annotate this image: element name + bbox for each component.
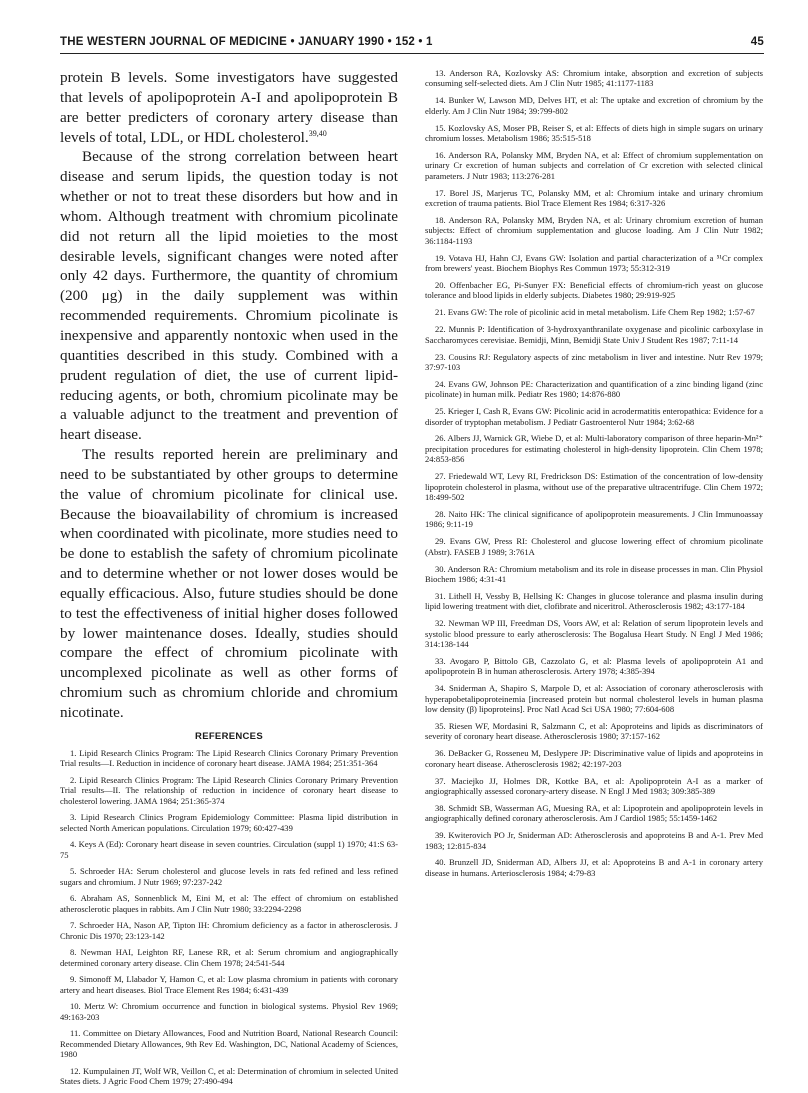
header-rule <box>60 53 764 54</box>
reference-entry: 35. Riesen WF, Mordasini R, Salzmann C, et al: Apoproteins and lipids as discriminators of severity of coronary heart disease. Atherosclerosis 1980; 37:157-162 <box>425 720 763 742</box>
reference-entry: 38. Schmidt SB, Wasserman AG, Muesing RA, et al: Lipoprotein and apolipoprotein levels in angiographically defined coronary atherosclerosis. Am J Cardiol 1985; 55:1459-1462 <box>425 802 763 824</box>
reference-entry: 8. Newman HAI, Leighton RF, Lanese RR, et al: Serum chromium and angiographically determined coronary artery disease. Clin Chem 1978; 24:541-544 <box>60 947 398 968</box>
reference-entry: 15. Kozlovsky AS, Moser PB, Reiser S, et al: Effects of diets high in simple sugars on urinary chromium losses. Metabolism 1986; 35:515-518 <box>425 122 763 144</box>
reference-entry: 40. Brunzell JD, Sniderman AD, Albers JJ, et al: Apoproteins B and A-1 in coronary artery disease in humans. Arteriosclerosis 1984; 4:79-83 <box>425 857 763 878</box>
reference-entry: 29. Evans GW, Press RI: Cholesterol and glucose lowering effect of chromium picolinate (Abstr). FASEB J 1989; 3:761A <box>425 536 763 557</box>
body-paragraph: protein B levels. Some investigators have suggested that levels of apolipoprotein A-I and apolipoprotein B are better predicters of coronary artery disease than levels of total, LDL, or HDL cholesterol.$^{39,40}$ <box>60 69 398 146</box>
body-paragraph: The results reported herein are preliminary and need to be substantiated by other groups to determine the value of chromium picolinate for clinical use. Because the bioavailability of chromium is increased when coordinated with picolinate, more studies need to be done to establish the safety of chromium picolinate and to determine whether or not lower doses would be equally efficacious. Also, future studies should be done to test the effectiveness of initial higher doses followed by lower maintenance doses. Ideally, studies should compare the effect of chromium picolinate with uncomplexed picolinate as well as other forms of chromium such as chromium chloride and chromium nicotinate. <box>60 446 398 721</box>
reference-entry: 17. Borel JS, Marjerus TC, Polansky MM, et al: Chromium intake and urinary chromium excretion of trauma patients. Biol Trace Element Res 1984; 6:317-326 <box>425 187 763 209</box>
reference-entry: 5. Schroeder HA: Serum cholesterol and glucose levels in rats fed refined and less refined sugars and chromium. J Nutr 1969; 97:237-242 <box>60 866 398 887</box>
references-heading: REFERENCES <box>195 730 263 742</box>
reference-entry: 23. Cousins RJ: Regulatory aspects of zinc metabolism in liver and intestine. Nutr Rev 1979; 37:97-103 <box>425 351 763 372</box>
journal-citation-line: THE WESTERN JOURNAL OF MEDICINE • JANUARY 1990 • 152 • 1 <box>60 36 433 48</box>
citation-superscript: 39,40 <box>308 128 327 138</box>
reference-entry: 6. Abraham AS, Sonnenblick M, Eini M, et al: The effect of chromium on established atherosclerotic plaques in rabbits. Am J Clin Nutr 1980; 33:2294-2298 <box>60 893 398 914</box>
reference-entry: 19. Votava HJ, Hahn CJ, Evans GW: Isolation and partial characterization of a ⁵¹Cr complex from brewers' yeast. Biochem Biophys Res Commun 1973; 55:312-319 <box>425 252 763 274</box>
reference-entry: 26. Albers JJ, Warnick GR, Wiebe D, et al: Multi-laboratory comparison of three heparin-Mn²⁺ precipitation procedures for estimating cholesterol in high-density lipoprotein. Clin Chem 1978; 24:853-856 <box>425 433 763 465</box>
reference-entry: 10. Mertz W: Chromium occurrence and function in biological systems. Physiol Rev 1969; 49:163-203 <box>60 1001 398 1022</box>
reference-entry: 34. Sniderman A, Shapiro S, Marpole D, et al: Association of coronary atherosclerosis with hyperapobetalipoproteinemia [increased protein but normal cholesterol levels in human plasma low density (β) lipoproteins]. Proc Natl Acad Sci USA 1980; 77:604-608 <box>425 683 763 714</box>
reference-entry: 28. Naito HK: The clinical significance of apolipoprotein measurements. J Clin Immunoassay 1986; 9:11-19 <box>425 508 763 530</box>
reference-entry: 9. Simonoff M, Llabador Y, Hamon C, et al: Low plasma chromium in patients with coronary artery and heart diseases. Biol Trace Element Res 1984; 6:431-439 <box>60 974 398 995</box>
right-column <box>425 68 763 885</box>
reference-entry: 21. Evans GW: The role of picolinic acid in metal metabolism. Life Chem Rep 1982; 1:57-67 <box>435 307 755 318</box>
reference-entry: 4. Keys A (Ed): Coronary heart disease in seven countries. Circulation (suppl 1) 1970; 41:S 63-75 <box>60 839 398 860</box>
reference-entry: 18. Anderson RA, Polansky MM, Bryden NA, et al: Urinary chromium excretion of human subjects: Effect of chromium supplementation and glucose loading. Am J Clin Nutr 1982; 36:1184-1193 <box>425 214 763 246</box>
reference-entry: 30. Anderson RA: Chromium metabolism and its role in disease processes in man. Clin Physiol Biochem 1986; 4:31-41 <box>425 563 763 584</box>
reference-entry: 16. Anderson RA, Polansky MM, Bryden NA, et al: Effect of chromium supplementation on urinary Cr excretion of human subjects and correlation of Cr excretion with selected clinical parameters. J Nutr 1983; 113:276-281 <box>425 149 763 181</box>
reference-entry: 20. Offenbacher EG, Pi-Sunyer FX: Beneficial effects of chromium-rich yeast on glucose tolerance and blood lipids in elderly subjects. Diabetes 1980; 29:919-925 <box>425 280 763 301</box>
reference-entry: 7. Schroeder HA, Nason AP, Tipton IH: Chromium deficiency as a factor in atherosclerosis. J Chronic Dis 1970; 23:123-142 <box>60 920 398 941</box>
reference-entry: 22. Munnis P: Identification of 3-hydroxyanthranilate oxygenase and picolinic carboxylase in Saccharomyces cerevisiae. Bemidji, Minn, Bemidji State Univ J Student Res 1987; 7:11-14 <box>425 324 763 345</box>
reference-entry: 25. Krieger I, Cash R, Evans GW: Picolinic acid in acrodermatitis enteropathica: Evidence for a disorder of tryptophan metabolism. J Pediatr Gastroenterol Nutr 1984; 3:62-68 <box>425 406 763 427</box>
reference-entry: 13. Anderson RA, Kozlovsky AS: Chromium intake, absorption and excretion of subjects consuming self-selected diets. Am J Clin Nutr 1985; 41:1177-1183 <box>425 68 763 89</box>
reference-entry: 31. Lithell H, Vessby B, Hellsing K: Changes in glucose tolerance and plasma insulin during lipid lowering treatment with diet, clofibrate and niceritrol. Atherosclerosis 1982; 43:177-184 <box>425 590 763 612</box>
references-list-left <box>60 748 398 1087</box>
reference-entry: 14. Bunker W, Lawson MD, Delves HT, et al: The uptake and excretion of chromium by the elderly. Am J Clin Nutr 1984; 39:799-802 <box>425 95 763 116</box>
body-paragraph: Because of the strong correlation between heart disease and serum lipids, the question today is not whether or not to treat these disorders but how and in whom. Although treatment with chromium picolinate did not return all the lipid moieties to the most desirable levels, significant changes were noted after only 42 days. Furthermore, the quantity of chromium (200 μg) in the daily supplement was within recommended requirements. Chromium picolinate is inexpensive and apparently nontoxic when used in the quantities described in this study. Combined with a prudent regulation of diet, the use of current lipid-reducing agents, or both, chromium picolinate may be a valuable adjunct to the treatment and prevention of heart disease. <box>60 148 398 444</box>
reference-entry: 33. Avogaro P, Bittolo GB, Cazzolato G, et al: Plasma levels of apolipoprotein A1 and apolipoprotein B in human atherosclerosis. Artery 1978; 4:385-394 <box>425 655 763 677</box>
reference-entry: 27. Friedewald WT, Levy RI, Fredrickson DS: Estimation of the concentration of low-density lipoprotein cholesterol in plasma, without use of the preparative ultracentrifuge. Clin Chem 1972; 18:499-502 <box>425 471 763 502</box>
reference-entry: 32. Newman WP III, Freedman DS, Voors AW, et al: Relation of serum lipoprotein levels and systolic blood pressure to early atherosclerosis: The Bogalusa Heart Study. N Engl J Med 1986; 314:138-144 <box>425 618 763 649</box>
reference-entry: 11. Committee on Dietary Allowances, Food and Nutrition Board, National Research Council: Recommended Dietary Allowances, 9th Rev Ed. Washington, DC, National Academy of Sciences, 1980 <box>60 1028 398 1060</box>
left-column <box>60 68 398 1093</box>
page-number: 45 <box>750 36 764 48</box>
reference-entry: 2. Lipid Research Clinics Program: The Lipid Research Clinics Coronary Primary Prevention Trial results—II. The relationship of reduction in incidence of coronary heart disease to cholesterol lowering. JAMA 1984; 251:365-374 <box>60 774 398 806</box>
reference-entry: 37. Maciejko JJ, Holmes DR, Kottke BA, et al: Apolipoprotein A-I as a marker of angiographically assessed coronary-artery disease. N Engl J Med 1983; 309:385-389 <box>425 775 763 796</box>
reference-entry: 3. Lipid Research Clinics Program Epidemiology Committee: Plasma lipid distribution in selected North American populations. Circulation 1979; 60:427-439 <box>60 812 398 833</box>
reference-entry: 12. Kumpulainen JT, Wolf WR, Veillon C, et al: Determination of chromium in selected United States diets. J Agric Food Chem 1979; 27:490-494 <box>60 1065 398 1087</box>
reference-entry: 24. Evans GW, Johnson PE: Characterization and quantification of a zinc binding ligand (zinc picolinate) in human milk. Pediatr Res 1980; 14:876-880 <box>425 378 763 400</box>
reference-entry: 1. Lipid Research Clinics Program: The Lipid Research Clinics Coronary Primary Prevention Trial results—I. Reduction in incidence of coronary heart disease. JAMA 1984; 251:351-364 <box>60 747 398 769</box>
references-list-right <box>425 68 763 878</box>
reference-entry: 36. DeBacker G, Rosseneu M, Deslypere JP: Discriminative value of lipids and apoproteins in coronary heart disease. Atherosclerosis 1982; 42:197-203 <box>425 748 763 769</box>
reference-entry: 39. Kwiterovich PO Jr, Sniderman AD: Atherosclerosis and apoproteins B and A-1. Prev Med 1983; 12:815-834 <box>425 830 763 851</box>
